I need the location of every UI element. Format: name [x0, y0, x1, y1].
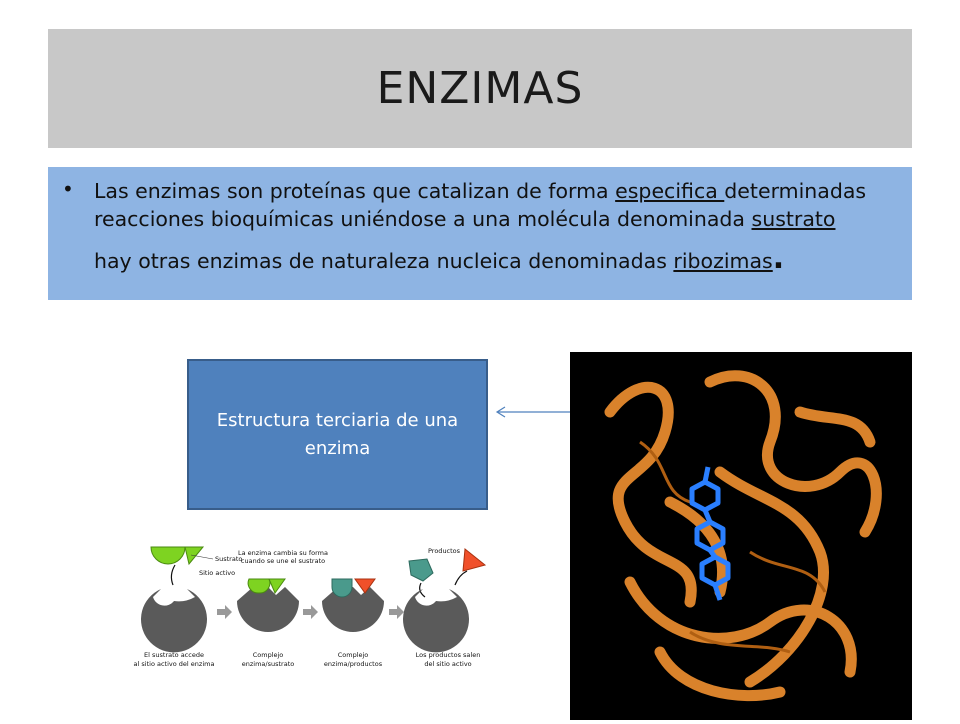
- caption-1-line-1: El sustrato accede: [144, 651, 204, 659]
- final-period: .: [772, 241, 785, 276]
- label-sitio-activo: Sitio activo: [199, 569, 236, 577]
- step-arrow-icon: [389, 605, 404, 619]
- substrate-shape: [151, 547, 185, 564]
- released-product-teal: [409, 559, 433, 581]
- enzyme-shape-3: [322, 587, 384, 632]
- bound-substrate: [248, 579, 270, 593]
- label-sustrato: Sustrato: [215, 555, 243, 563]
- label-cambio-1: La enzima cambia su forma: [238, 549, 328, 557]
- callout-text: Estructura terciaria de una enzima: [216, 409, 459, 459]
- released-product-red: [463, 549, 485, 571]
- callout-arrow-icon: [494, 398, 574, 422]
- step-arrow-icon: [303, 605, 318, 619]
- caption-1-line-2: al sitio activo del enzima: [133, 660, 215, 668]
- label-cambio-2: cuando se une el sustrato: [240, 557, 326, 565]
- callout-box: [187, 359, 488, 510]
- step-arrow-icon: [217, 605, 232, 619]
- product-teal-shape: [332, 579, 352, 597]
- bullet-point-icon: •: [62, 177, 74, 201]
- enzyme-shape-1: [141, 589, 207, 652]
- underlined-sustrato: sustrato: [751, 207, 836, 231]
- label-productos: Productos: [428, 547, 461, 555]
- protein-ribbon-icon: [570, 352, 912, 720]
- underlined-especifica: especifica: [615, 179, 725, 203]
- slide-title: ENZIMAS: [376, 63, 584, 114]
- caption-2-line-1: Complejo: [252, 651, 284, 659]
- bullet-text-part: hay otras enzimas de naturaleza nucleica denominadas: [94, 249, 674, 273]
- bullet-line-3: [94, 241, 785, 276]
- title-bar: [48, 29, 912, 148]
- caption-3-line-1: Complejo: [337, 651, 369, 659]
- bullet-text: [94, 177, 904, 275]
- underlined-ribozimas: ribozimas: [673, 249, 773, 273]
- protein-structure-image: [570, 352, 912, 720]
- enzyme-shape-2: [237, 587, 299, 632]
- enzyme-shape-4: [403, 589, 469, 652]
- bullet-text-part: Las enzimas son proteínas que catalizan de forma: [94, 179, 616, 203]
- enzyme-mechanism-diagram: [133, 535, 503, 685]
- bullet-box: [48, 167, 912, 300]
- caption-4-line-1: Los productos salen: [415, 651, 481, 659]
- caption-2-line-2: enzima/sustrato: [241, 660, 295, 668]
- bullet-text-part: determinadas reacciones bioquímicas uniéndose a una molécula denominada: [94, 179, 867, 231]
- caption-4-line-2: del sitio activo: [424, 660, 472, 668]
- caption-3-line-2: enzima/productos: [323, 660, 383, 668]
